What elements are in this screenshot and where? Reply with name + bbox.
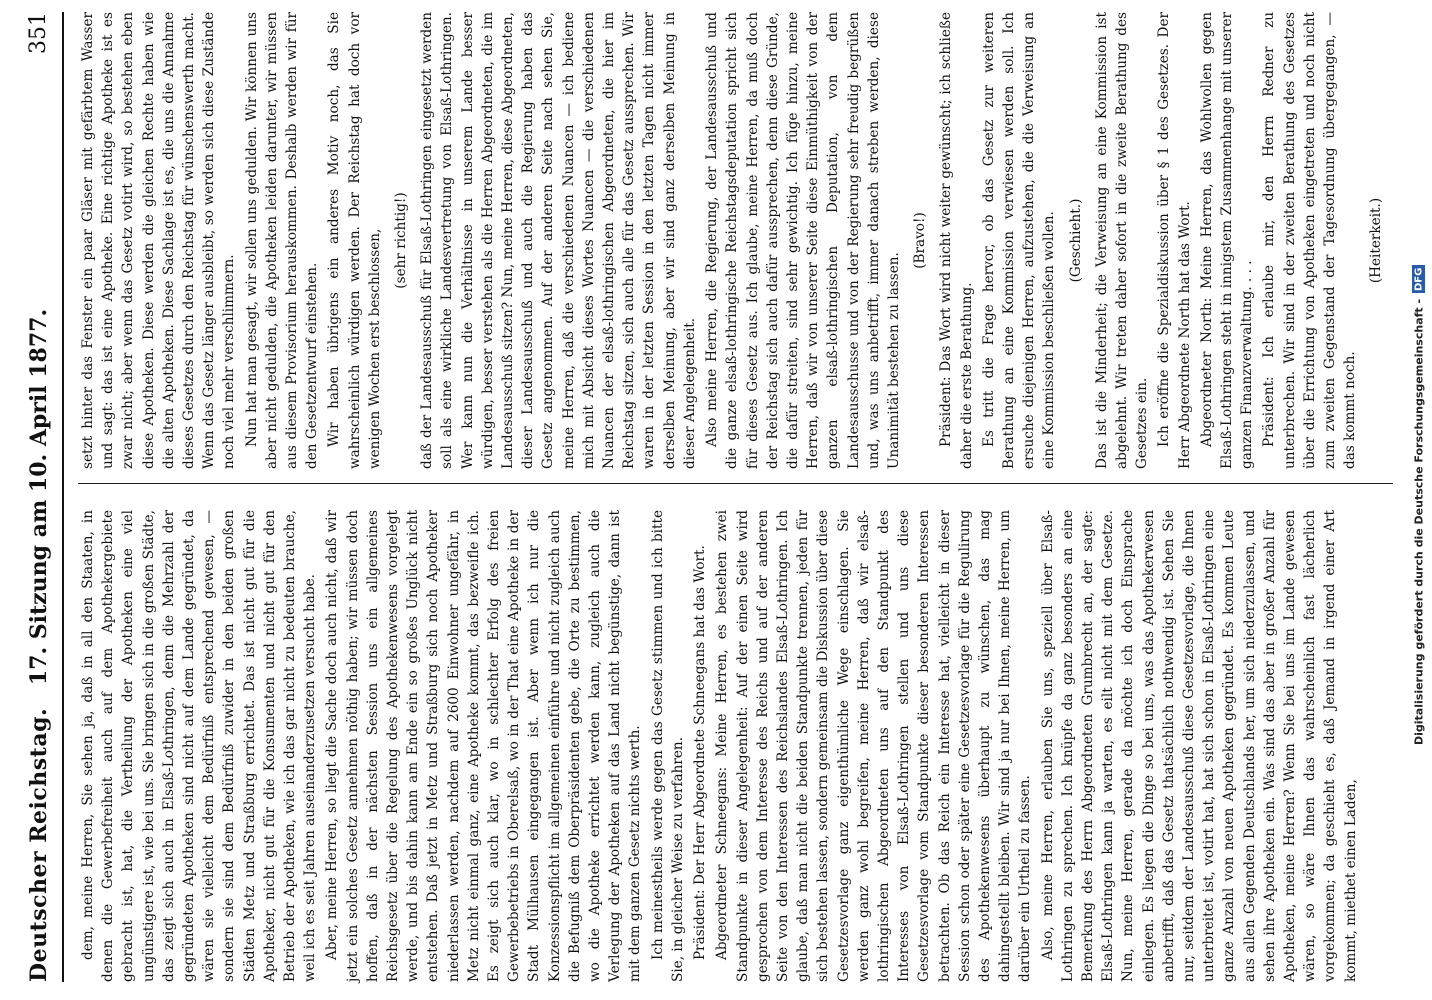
paragraph: daß der Landesausschuß für Elsaß-Lothringen eingesetzt werden soll als eine wirkliche Landesvertretung von Elsaß-Lothringen. Wer kann nun die Verhältnisse in unserem Lande besser würdigen, besser verstehen als die Herren Abgeordneten, die im Landesausschuß sitzen? Nun, meine Herren, diese Abgeordneten, dieser Landesausschuß und auch die Regierung haben das Gesetz angenommen. Auf der anderen Seite nach sehen Sie, meine Herren, daß die verschiedenen Nuancen — ich bediene mich mit Absicht dieses Wortes Nuancen — die verschiedenen Nuancen der elsaß-lothringischen Abgeordneten, die hier im Reichstag sitzen, sich auch alle für das Gesetz aussprechen. Wir waren in der letzten Session in den letzten Tagen nicht immer derselben Meinung, aber wir sind ganz derselben Meinung in dieser Angelegenheit. [419,12,698,469]
publication-title: Deutscher Reichstag. [26,707,52,982]
paragraph: Also, meine Herren, erlauben Sie uns, speziell über Elsaß-Lothringen zu sprechen. Ich knüpfe da ganz besonders an eine Bemerkung des Herrn Abgeordneten Grumbrecht an, der sagte: Elsaß-Lothringen kann ja warten, es eilt nicht mit dem Gesetze. Nun, meine Herren, gerade da möchte ich doch Einsprache einlegen. Es liegen die Dinge so bei uns, was das Apothekerwesen anbetrifft, daß das Gesetz thatsächlich nothwendig ist. Sehen Sie nur, seitdem der Landesausschuß diese Gesetzesvorlage, die Ihnen unterbreitet ist, votirt hat, hat sich schon in Elsaß-Lothringen eine ganze Anzahl von neuen Apotheken gegründet. Es kommen Leute aus allen Gegenden Deutschlands her, um sich niederzulassen, und sehen ihre Apotheken ein. Was sind das aber in großer Anzahl für Apotheken, meine Herren? Wenn Sie bei uns im Lande gewesen wären, so wäre Ihnen das wahrscheinlich fast lächerlich vorgekommen; da geschieht es, daß Jemand in irgend einer Art kommt, miethet einen Laden, [1039,510,1359,982]
digitization-credit [1412,40,1426,970]
paragraph: dem, meine Herren, Sie sehen ja, daß in all den Staaten, in denen die Gewerbefreiheit auch auf dem Apothekergebiete gebracht ist, hat, die Vertheilung der Apotheken eine viel ungünstigere ist, wie bei uns. Sie bringen sich in die großen Städte, das zeigt sich auch in Elsaß-Lothringen, denn die Mehrzahl der gegründeten Apotheken sind nicht auf dem Lande gegründet, da wären sie vielleicht dem Bedürfniß entsprechend gewesen, — sondern sie sind dem Bedürfniß zuwider in den beiden großen Städten Metz und Straßburg errichtet. Das ist nicht gut für die Apotheker, nicht gut für die Konsumenten und nicht gut für den Betrieb der Apotheken, wie ich das gar nicht zu bedeuten brauche, weil ich es seit Jahren auseinanderzusetzen versucht habe. [80,510,319,982]
paragraph: (Heiterkeit.) [1368,197,1385,284]
text-columns [78,12,1385,982]
page-number: 351 [26,12,51,54]
paragraph: (sehr richtig!) [393,192,410,289]
paragraph: Das ist die Minderheit; die Verweisung an eine Kommission ist abgelehnt. Wir treten daher sofort in die zweite Berathung des Gesetzes ein. [1093,12,1151,469]
paragraph: Abgeordneter Schneegans: Meine Herren, es bestehen zwei Standpunkte in dieser Angelegenheit: Auf der einen Seite wird gesprochen von dem Interesse des Reichs und auf der anderen Seite von den Interessen des Reichslandes Elsaß-Lothringen. Ich glaube, daß man nicht die beiden Standpunkte trennen, jeden für sich bestehen lassen, sondern gemeinsam die Diskussion über diese Gesetzesvorlage ganz eigenthümliche Wege einschlagen. Sie werden ganz wohl begreifen, meine Herren, daß wir elsaß-lothringischen Abgeordneten uns auf den Standpunkt des Interesses von Elsaß-Lothringen stellen und uns diese Gesetzesvorlage vom Standpunkte dieser besonderen Interessen betrachten. Ob das Reich ein Interesse hat, vielleicht in dieser Session schon oder später eine Gesetzesvorlage für die Regulirung des Apothekenwesens überhaupt zu wünschen, das mag dahingestellt bleiben. Wir sind ja nur bei Ihnen, meine Herren, um darüber ein Urtheil zu fassen. [714,510,1034,982]
digitization-credit-text: Digitalisierung gefördert durch die Deutsche Forschungsgemeinschaft - [1412,298,1426,745]
paragraph: Präsident: Der Herr Abgeordnete Schneegans hat das Wort. [692,545,709,960]
paragraph: setzt hinter das Fenster ein paar Gläser mit gefärbtem Wasser und sagt: das ist eine Apotheke. Eine richtige Apotheke ist es zwar nicht; aber wenn das Gesetz votirt wird, so bestehen eben diese Apotheken. Diese werden die gleichen Rechte haben wie die alten Apotheken. Diese Sachlage ist es, die uns die Annahme dieses Gesetzes durch den Reichstag für wünschenswerth macht. Wenn das Gesetz länger ausbleibt, so werden sich diese Zustände noch viel mehr verschlimmern. [80,12,238,469]
left-column [78,510,1393,982]
paragraph: Wir haben übrigens ein anderes Motiv noch, das Sie wahrscheinlich würdigen werden. Der Reichstag hat doch vor wenigen Wochen erst beschlossen, [326,12,383,469]
page-header [12,12,64,982]
paragraph: (Geschieht.) [1067,198,1084,283]
paragraph: Also meine Herren, die Regierung, der Landesausschuß und die ganze elsaß-lothringische Reichstagsdeputation spricht sich für dieses Gesetz aus. Ich glaube, meine Herren, da muß doch der Reichstag sich auch dafür aussprechen, denn diese Gründe, die dafür streiten, sind sehr gewichtig. Ich füge hinzu, meine Herren, daß wir von unserer Seite diese Einmüthigkeit von der ganzen elsaß-lothringischen Deputation, von dem Landesausschusse und von der Regierung sehr freudig begrüßen und, was uns anbetrifft, immer danach streben werden, diese Unanimität bestehen zu lassen. [704,12,902,469]
paragraph: Präsident: Ich erlaube mir, den Herrn Redner zu unterbrechen. Wir sind in der zweiten Berathung des Gesetzes über die Errichtung von Apotheken eingetreten und noch nicht zum zweiten Gegenstand der Tagesordnung übergegangen, — das kommt noch. [1261,12,1359,469]
newspaper-page [12,12,1392,982]
right-column [78,12,1393,484]
dfg-logo: DFG [1413,267,1425,291]
paragraph: Aber, meine Herren, so liegt die Sache doch auch nicht, daß wir jetzt ein solches Gesetz annehmen nöthig haben; wir müssen doch hoffen, daß in der nächsten Session uns ein allgemeines Reichsgesetz über die Regelung des Apothekenwesens vorgelegt werde, und bis dahin kann am Ende ein so großes Unglück nicht entstehen. Daß jetzt in Metz und Straßburg sich noch Apotheker niederlassen werden, nachdem auf 2600 Einwohner ungefähr, in Metz nicht einmal ganz, eine Apotheke kommt, das bezweifle ich. Es zeigt sich auch klar, wo in schlechter Erfolg des freien Gewerbebetriebs in Oberelsaß, wo in der That eine Apotheke in der Stadt Mülhausen eingegangen ist. Aber wenn ich nur die Konzessionspflicht im allgemeinen einführe und nicht zugleich auch die Befugniß dem Oberpräsidenten gebe, die Orte zu bestimmen, wo die Apotheke errichtet werden kann, zugleich auch die Verlegung der Apotheken auf das Land nicht begünstige, dann ist mit dem ganzen Gesetz nichts werth. [324,510,644,982]
paragraph: Es tritt die Frage hervor, ob das Gesetz zur weiteren Berathung an eine Kommission verwiesen werden soll. Ich ersuche diejenigen Herren, aufzustehen, die die Verweisung an eine Kommission beschließen wollen. [980,12,1058,469]
paragraph: (Bravo!) [912,212,929,269]
paragraph: Ich eröffne die Spezialdiskussion über § 1 des Gesetzes. Der Herr Abgeordnete North hat das Wort. [1156,12,1193,469]
paragraph: Abgeordneter North: Meine Herren, das Wohlwollen gegen Elsaß-Lothringen steht in innigstem Zusammenhange mit unserer ganzen Finanzverwaltung. . . . [1198,12,1256,469]
paragraph: Präsident: Das Wort wird nicht weiter gewünscht; ich schließe daher die erste Berathung. [938,12,975,469]
paragraph: Nun hat man gesagt, wir sollen uns gedulden. Wir können uns aber nicht gedulden, die Apotheken leiden darunter, wir müssen aus diesem Provisorium herauskommen. Deshalb werden wir für den Gesetzentwurf einstehen. [243,12,321,469]
session-title: 17. Sitzung am 10. April 1877. [26,308,52,686]
paragraph: Ich meinestheils werde gegen das Gesetz stimmen und ich bitte Sie, in gleicher Weise zu verfahren. [649,510,686,982]
